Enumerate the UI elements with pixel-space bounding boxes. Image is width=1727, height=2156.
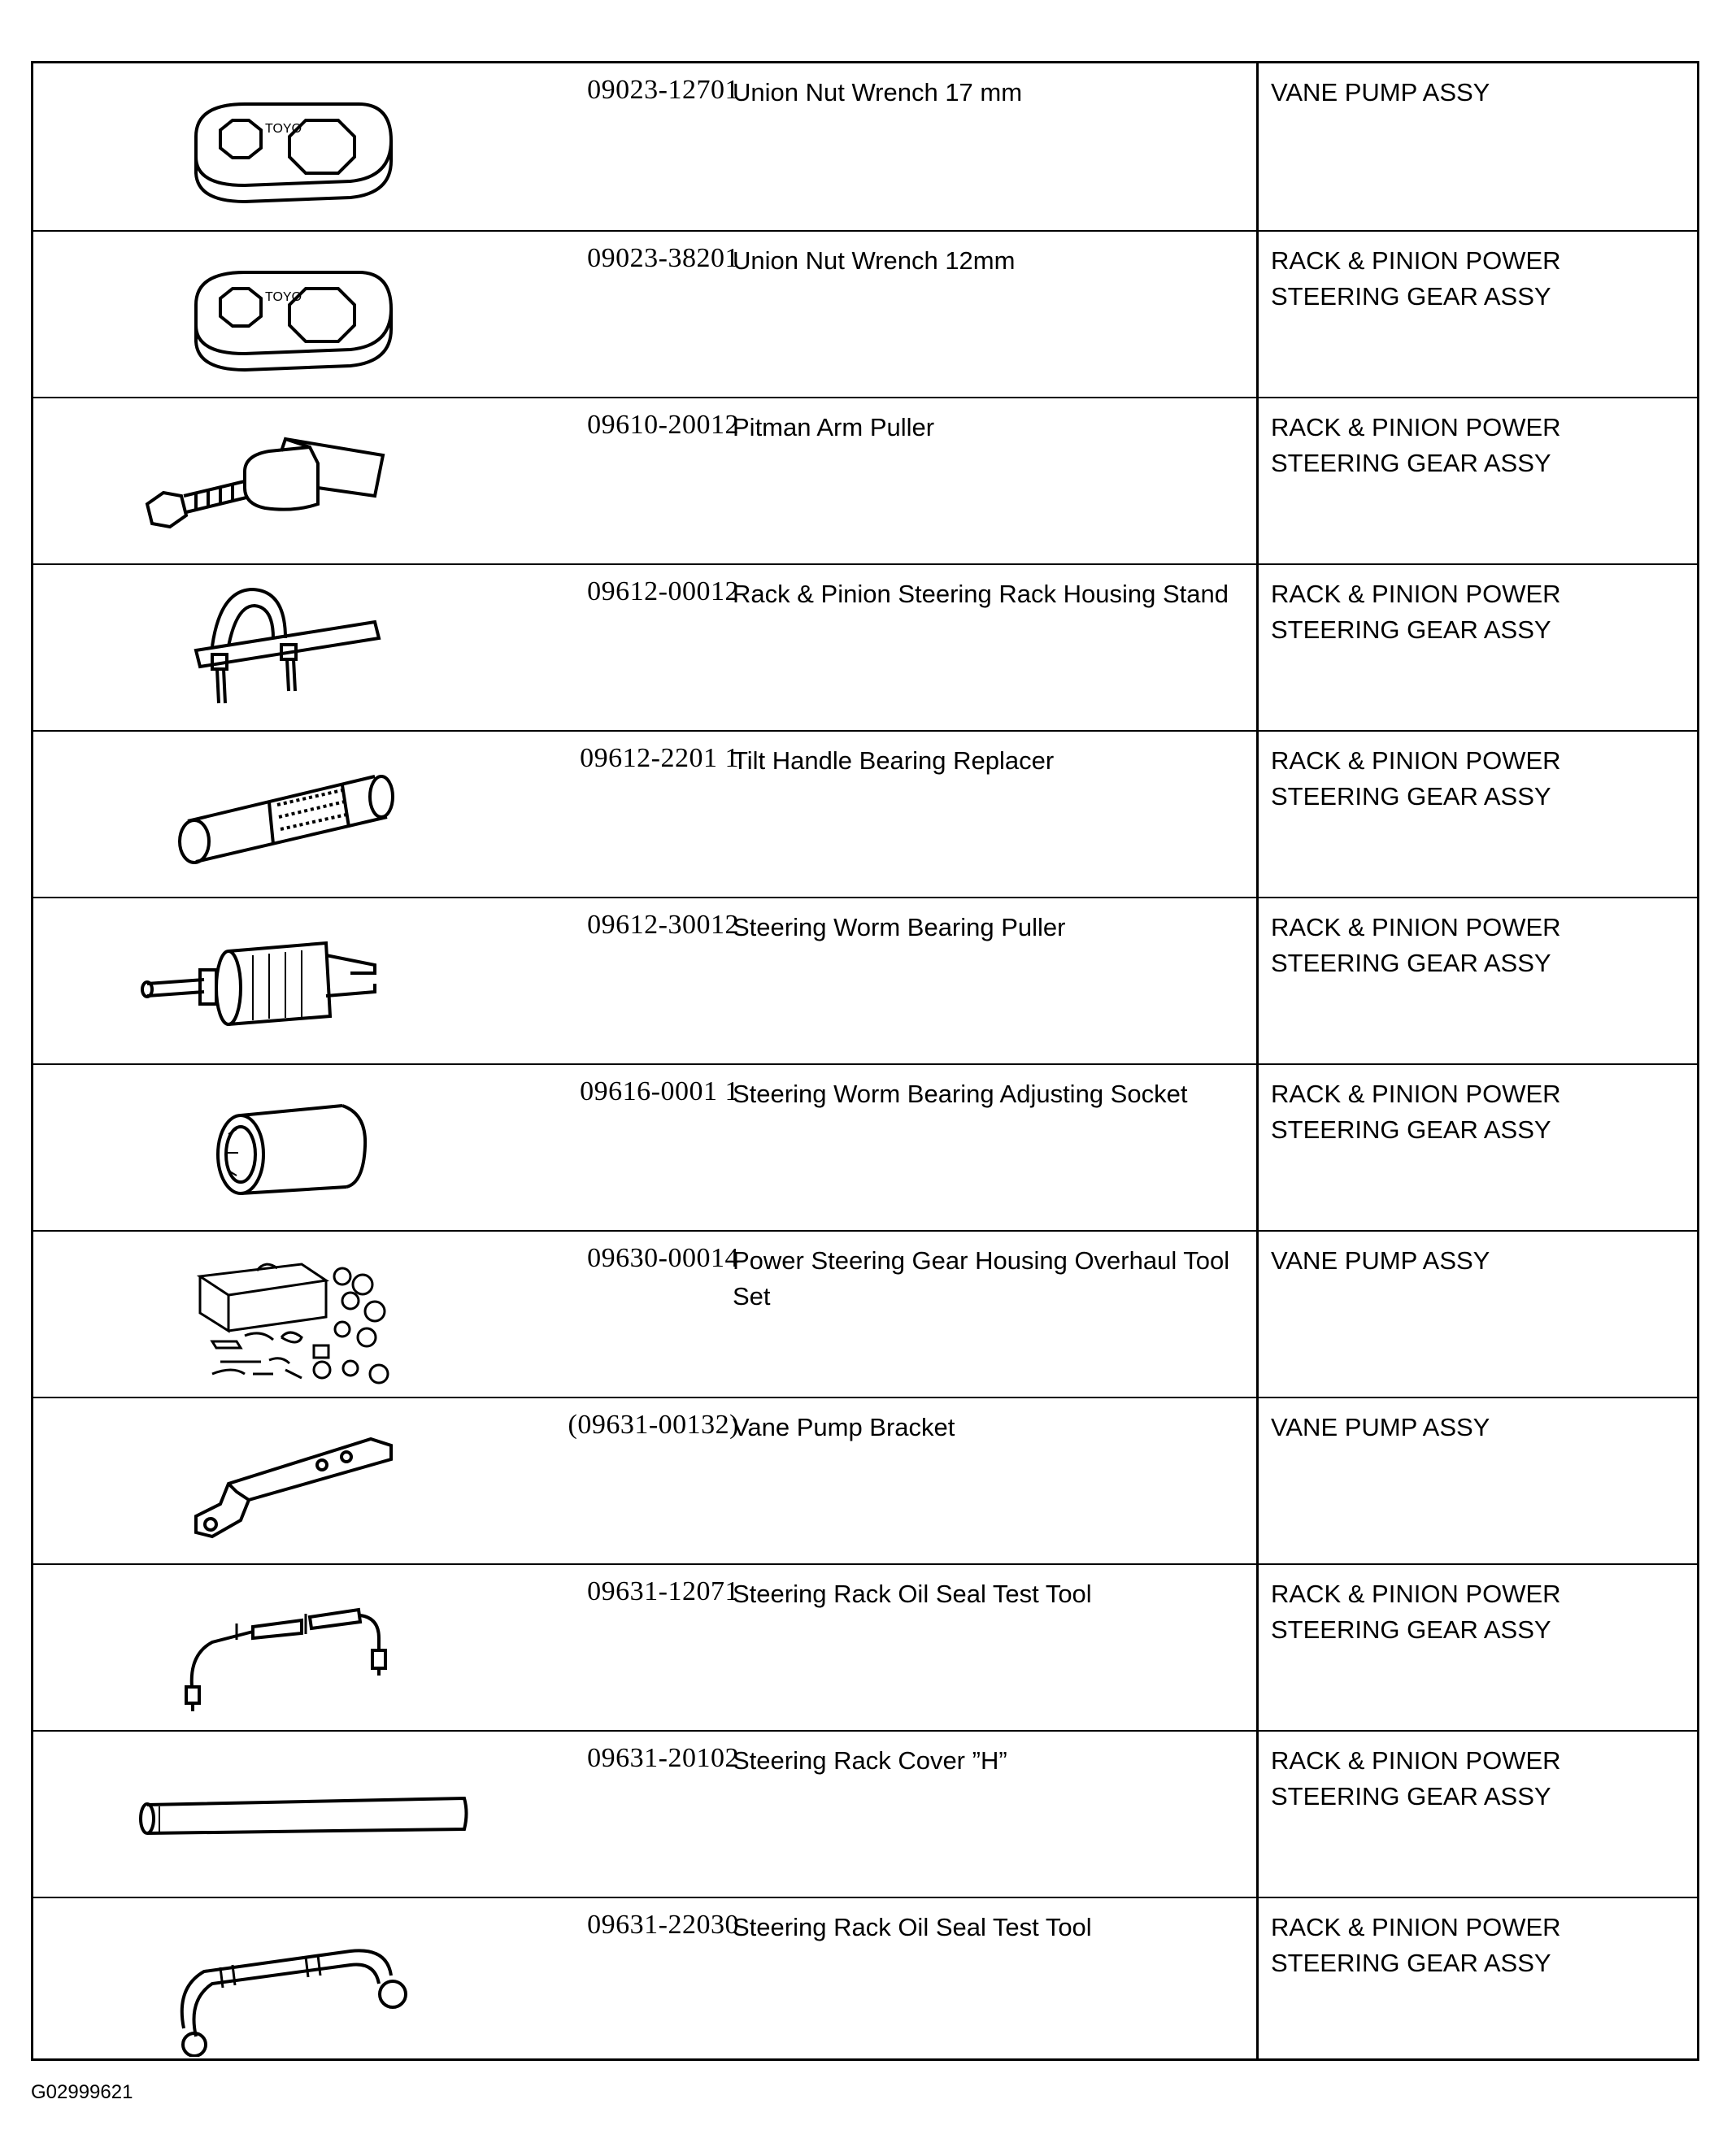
tool-application: RACK & PINION POWER STEERING GEAR ASSY (1271, 580, 1561, 644)
bearing-replacer-icon (107, 740, 497, 890)
tool-application: RACK & PINION POWER STEERING GEAR ASSY (1271, 1080, 1561, 1144)
part-number: 09612-00012 (587, 576, 739, 606)
oil-seal-test-tool-icon (107, 1573, 497, 1723)
part-number: 09612-30012 (587, 910, 739, 940)
tool-application: RACK & PINION POWER STEERING GEAR ASSY (1271, 913, 1561, 977)
part-number: 09631-12071 (587, 1576, 739, 1606)
special-tools-table (31, 61, 1699, 2061)
tool-description: Tilt Handle Bearing Replacer (733, 746, 1055, 775)
table-row (33, 563, 1697, 730)
tool-application: RACK & PINION POWER STEERING GEAR ASSY (1271, 246, 1561, 311)
column-divider (1256, 63, 1259, 2058)
part-number: 09610-20012 (587, 410, 739, 440)
overhaul-tool-set-icon (107, 1240, 497, 1390)
svg-text:TOYO: TOYO (265, 290, 302, 304)
tool-description: Vane Pump Bracket (733, 1413, 955, 1441)
table-row (33, 230, 1697, 397)
union-nut-wrench-icon (107, 240, 497, 390)
figure-id: G02999621 (31, 2081, 133, 2103)
tool-description: Union Nut Wrench 17 mm (733, 78, 1023, 106)
housing-stand-icon (107, 573, 497, 724)
table-row (33, 1230, 1697, 1397)
tool-description: Steering Rack Oil Seal Test Tool (733, 1913, 1092, 1941)
table-row (33, 1730, 1697, 1897)
part-number: 09023-38201 (587, 243, 739, 273)
part-number: 09631-22030 (587, 1910, 739, 1940)
svg-text:TOYO: TOYO (265, 122, 302, 136)
tool-description: Steering Worm Bearing Adjusting Socket (733, 1080, 1188, 1108)
table-row (33, 397, 1697, 563)
tool-application: RACK & PINION POWER STEERING GEAR ASSY (1271, 413, 1561, 477)
tool-application: VANE PUMP ASSY (1271, 1413, 1490, 1441)
part-number: 09616-0001 1 (580, 1076, 739, 1106)
tool-description: Union Nut Wrench 12mm (733, 246, 1016, 275)
rack-cover-icon (107, 1740, 497, 1890)
table-row (33, 730, 1697, 897)
table-row (33, 1563, 1697, 1730)
tool-application: RACK & PINION POWER STEERING GEAR ASSY (1271, 1913, 1561, 1977)
tool-description: Rack & Pinion Steering Rack Housing Stand (733, 580, 1229, 608)
adjusting-socket-icon (107, 1073, 497, 1224)
part-number: 09612-2201 1 (580, 743, 739, 773)
part-number: 09631-20102 (587, 1743, 739, 1773)
tool-description: Steering Worm Bearing Puller (733, 913, 1066, 941)
part-number: 09023-12701 (587, 75, 739, 105)
table-row (33, 63, 1697, 230)
tool-application: VANE PUMP ASSY (1271, 1246, 1490, 1275)
table-row (33, 1897, 1697, 2063)
tool-description: Steering Rack Oil Seal Test Tool (733, 1580, 1092, 1608)
tool-description: Power Steering Gear Housing Overhaul Tool Set (733, 1246, 1230, 1311)
part-number: (09631-00132) (568, 1410, 739, 1440)
union-nut-wrench-icon (107, 72, 497, 222)
vane-pump-bracket-icon (107, 1406, 497, 1557)
bearing-puller-icon (107, 906, 497, 1057)
table-row (33, 1063, 1697, 1230)
tool-application: RACK & PINION POWER STEERING GEAR ASSY (1271, 1746, 1561, 1810)
tool-description: Pitman Arm Puller (733, 413, 935, 441)
part-number: 09630-00014 (587, 1243, 739, 1273)
oil-seal-test-tool-icon (107, 1906, 497, 2057)
tool-application: RACK & PINION POWER STEERING GEAR ASSY (1271, 746, 1561, 811)
tool-application: VANE PUMP ASSY (1271, 78, 1490, 106)
tool-description: Steering Rack Cover ”H” (733, 1746, 1007, 1775)
pitman-arm-puller-icon (107, 406, 497, 557)
tool-application: RACK & PINION POWER STEERING GEAR ASSY (1271, 1580, 1561, 1644)
table-row (33, 1397, 1697, 1563)
table-row (33, 897, 1697, 1063)
